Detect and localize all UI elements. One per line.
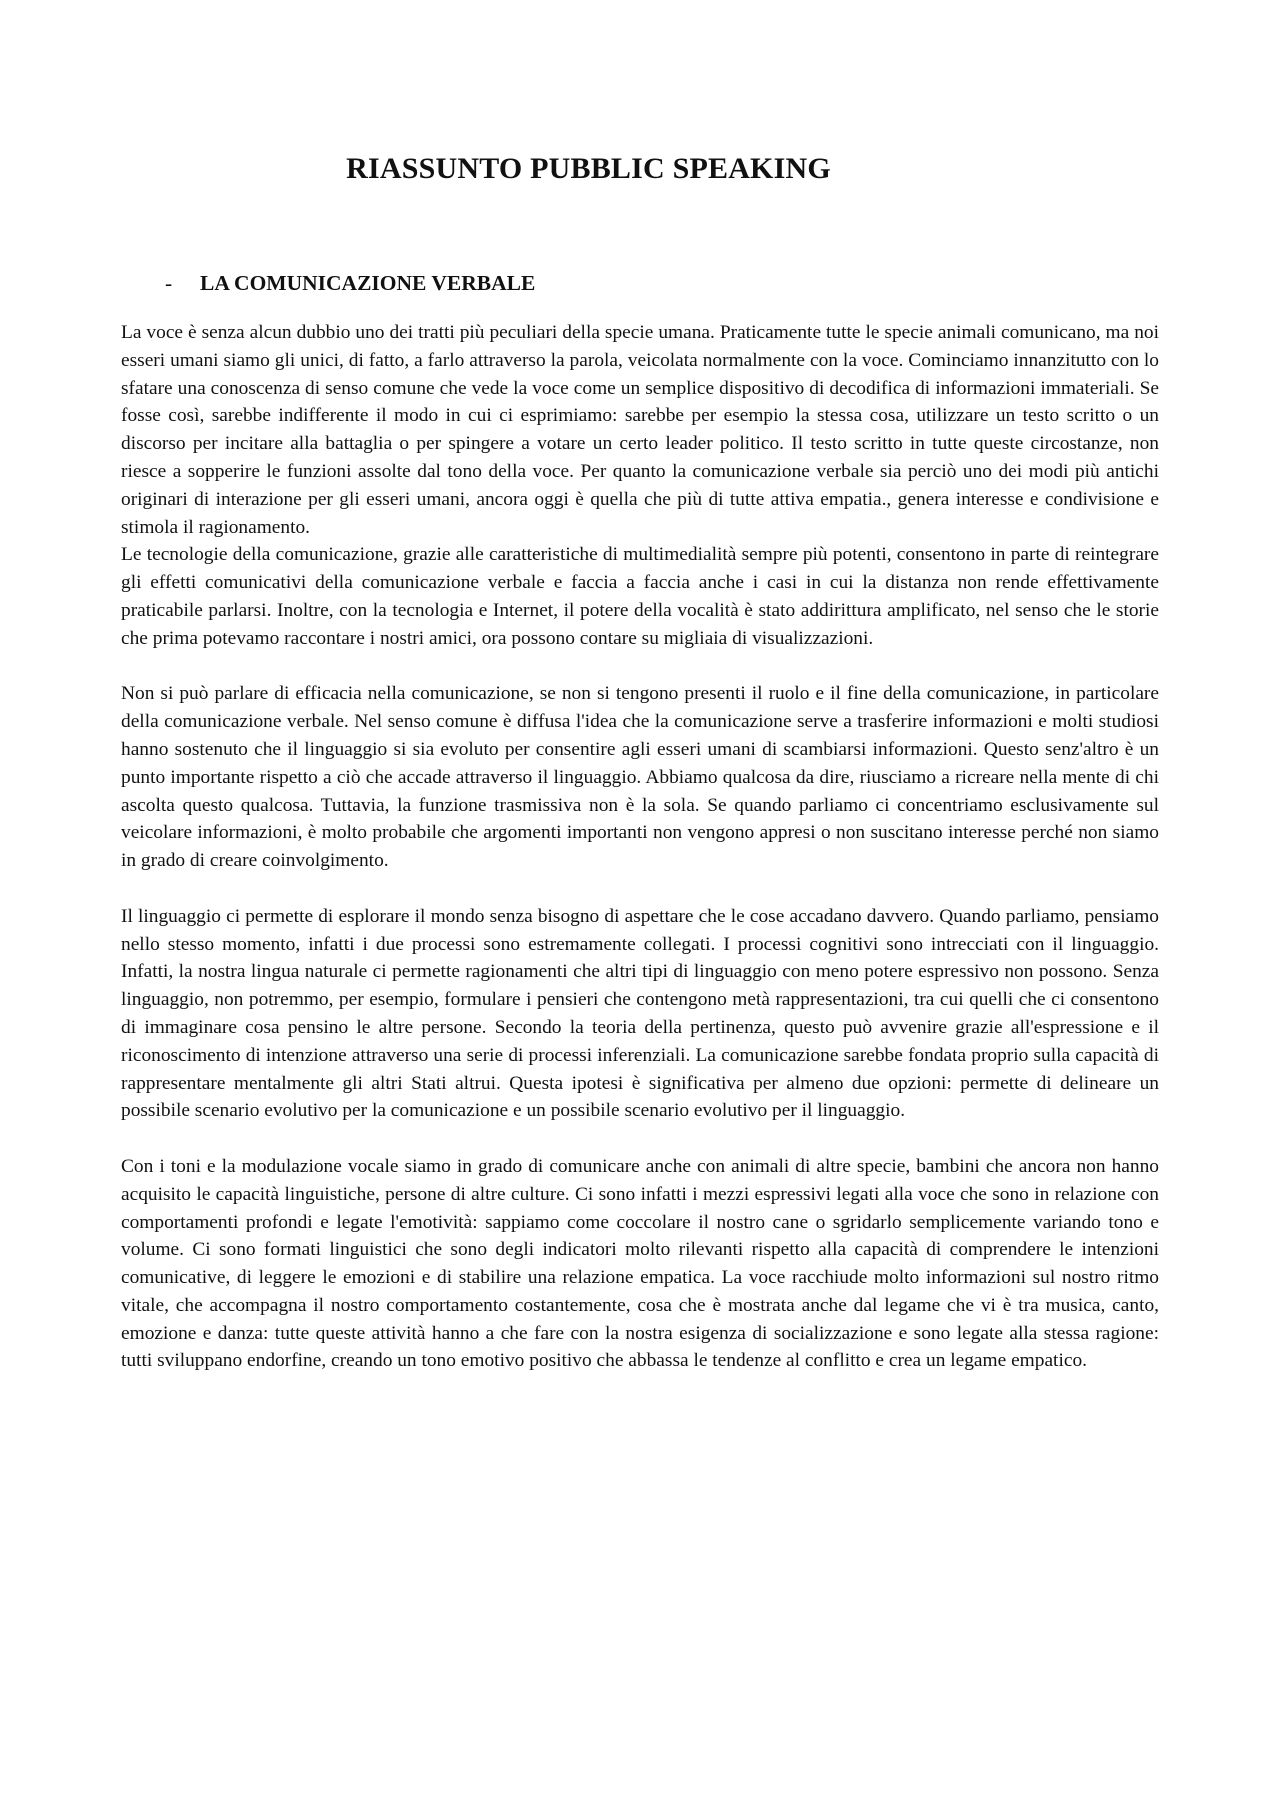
paragraph: La voce è senza alcun dubbio uno dei tratti più peculiari della specie umana. Praticamente tutte le specie animali comunicano, ma noi esseri umani siamo gli unici, di fatto, a farlo attraverso la parola, veicolata normalmente con la voce. Cominciamo innanzitutto con lo sfatare una conoscenza di senso comune che vede la voce come un semplice dispositivo di decodifica di informazioni immateriali. Se fosse così, sarebbe indifferente il modo in cui ci esprimiamo: sarebbe per esempio la stessa cosa, utilizzare un testo scritto o un discorso per incitare alla battaglia o per spingere a votare un certo leader politico. Il testo scritto in tutte queste circostanze, non riesce a sopperire le funzioni assolte dal tono della voce. Per quanto la comunicazione verbale sia perciò uno dei modi più antichi originari di interazione per gli esseri umani, ancora oggi è quella che più di tutte attiva empatia., genera interesse e condivisione e stimola il ragionamento. <box>121 322 1159 538</box>
paragraph: Le tecnologie della comunicazione, grazie alle caratteristiche di multimedialità sempre più potenti, consentono in parte di reintegrare gli effetti comunicativi della comunicazione verbale e faccia a faccia anche i casi in cui la distanza non rende effettivamente praticabile parlarsi. Inoltre, con la tecnologia e Internet, il potere della vocalità è stato addirittura amplificato, nel senso che le storie che prima potevamo raccontare i nostri amici, ora possono contare su migliaia di visualizzazioni. <box>121 544 1159 649</box>
list-marker: - <box>165 271 173 295</box>
paragraph: Il linguaggio ci permette di esplorare il mondo senza bisogno di aspettare che le cose accadano davvero. Quando parliamo, pensiamo nello stesso momento, infatti i due processi sono estremamente collegati. I processi cognitivi sono intrecciati con il linguaggio. Infatti, la nostra lingua naturale ci permette ragionamenti che altri tipi di linguaggio con meno potere espressivo non possono. Senza linguaggio, non potremmo, per esempio, formulare i pensieri che contengono metà rappresentazioni, tra cui quelli che ci consentono di immaginare cosa pensino le altre persone. Secondo la teoria della pertinenza, questo può avvenire grazie all'espressione e il riconoscimento di intenzione attraverso una serie di processi inferenziali. La comunicazione sarebbe fondata proprio sulla capacità di rappresentare mentalmente gli altri Stati altrui. Questa ipotesi è significativa per almeno due opzioni: permette di delineare un possibile scenario evolutivo per la comunicazione e un possibile scenario evolutivo per il linguaggio. <box>121 905 1159 1122</box>
paragraph: Con i toni e la modulazione vocale siamo in grado di comunicare anche con animali di altre specie, bambini che ancora non hanno acquisito le capacità linguistiche, persone di altre culture. Ci sono infatti i mezzi espressivi legati alla voce che sono in relazione con comportamenti profondi e legate l'emotività: sappiamo come coccolare il nostro cane o sgridarlo semplicemente variando tono e volume. Ci sono formati linguistici che sono degli indicatori molto rilevanti rispetto alla capacità di comprendere le intenzioni comunicative, di leggere le emozioni e di stabilire una relazione empatica. La voce racchiude molto informazioni sul nostro ritmo vitale, che accompagna il nostro comportamento costantemente, cosa che è mostrata anche dal legame che vi è tra musica, canto, emozione e danza: tutte queste attività hanno a che fare con la nostra esigenza di socializzazione e sono legate alla stessa ragione: tutti sviluppano endorfine, creando un tono emotivo positivo che abbassa le tendenze al conflitto e crea un legame empatico. <box>121 1155 1159 1372</box>
section-heading-text: LA COMUNICAZIONE VERBALE <box>200 271 536 295</box>
paragraph: Non si può parlare di efficacia nella comunicazione, se non si tengono presenti il ruolo e il fine della comunicazione, in particolare della comunicazione verbale. Nel senso comune è diffusa l'idea che la comunicazione serve a trasferire informazioni e molti studiosi hanno sostenuto che il linguaggio si sia evoluto per consentire agli esseri umani di scambiarsi informazioni. Questo senz'altro è un punto importante rispetto a ciò che accade attraverso il linguaggio. Abbiamo qualcosa da dire, riusciamo a ricreare nella mente di chi ascolta questo qualcosa. Tuttavia, la funzione trasmissiva non è la sola. Se quando parliamo ci concentriamo esclusivamente sul veicolare informazioni, è molto probabile che argomenti importanti non vengono appresi o non suscitano interesse perché non siamo in grado di creare coinvolgimento. <box>121 683 1159 872</box>
document-page <box>121 0 1159 1811</box>
document-title: RIASSUNTO PUBBLIC SPEAKING <box>346 152 831 185</box>
body-text <box>121 319 1159 1375</box>
section-heading <box>165 271 535 296</box>
